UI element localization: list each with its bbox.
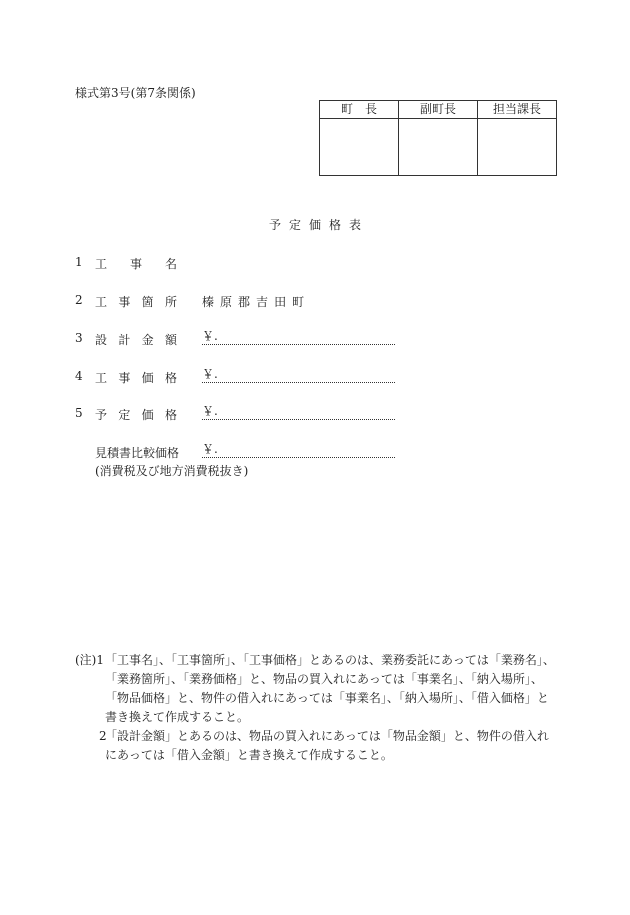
title-char: 定 <box>288 218 301 232</box>
value-char: 吉 <box>256 295 269 309</box>
note-text: 「工事名」、「工事箇所」、「工事価格」とあるのは、業務委託にあっては「業務名」、「業務箇所」、「業務価格」と、物品の買入れにあっては「事業名」、「納入場所」、「物品価格」と、物件の借入れにあっては「事業名」、「納入場所」、「借入価格」と書き換えて作成すること。 <box>105 653 555 724</box>
approval-stamp-cell-mayor[interactable] <box>320 119 399 176</box>
approval-header-deputy-mayor: 副町長 <box>399 101 478 119</box>
row-label-planned-price <box>95 406 177 423</box>
label-char: 予 <box>95 408 108 422</box>
design-amount-field[interactable]: ￥. <box>202 328 395 345</box>
title-char: 表 <box>349 218 362 232</box>
value-char: 原 <box>220 295 233 309</box>
label-char: 格 <box>164 408 177 422</box>
notes-section <box>75 651 560 765</box>
approval-stamp-table <box>319 100 557 176</box>
label-char: 工 <box>95 295 108 309</box>
comparison-price-field[interactable]: ￥. <box>202 441 395 458</box>
row-number: 1 <box>75 255 83 269</box>
row-number: 4 <box>75 369 83 383</box>
label-char: 価 <box>141 371 154 385</box>
value-char: 榛 <box>202 295 215 309</box>
label-char: 工 <box>95 257 108 271</box>
label-char: 額 <box>164 333 177 347</box>
construction-price-field[interactable]: ￥. <box>202 366 395 383</box>
comparison-price-label: 見積書比較価格 <box>95 446 180 460</box>
value-char: 郡 <box>238 295 251 309</box>
row-number: 3 <box>75 331 83 345</box>
row-number: 5 <box>75 406 83 420</box>
construction-location-value <box>202 293 310 310</box>
note-number: 2 <box>99 729 107 743</box>
note-text: 「設計金額」とあるのは、物品の買入れにあっては「物品金額」と、物件の借入れにあっては「借入金額」と書き換えて作成すること。 <box>105 729 549 762</box>
title-char: 予 <box>268 218 281 232</box>
note-number: (注)1 <box>75 653 104 667</box>
row-label-construction-name <box>95 255 177 272</box>
label-char: 定 <box>118 408 131 422</box>
title-char: 価 <box>308 218 321 232</box>
form-number: 様式第3号(第7条関係) <box>75 86 196 100</box>
value-char: 田 <box>274 295 287 309</box>
label-char: 事 <box>118 371 131 385</box>
row-label-construction-location <box>95 293 177 310</box>
tax-exclusion-note: (消費税及び地方消費税抜き) <box>95 464 249 478</box>
title-char: 格 <box>329 218 342 232</box>
label-char: 名 <box>164 257 177 271</box>
planned-price-field[interactable]: ￥. <box>202 403 395 420</box>
label-char: 所 <box>164 295 177 309</box>
row-label-construction-price <box>95 369 177 386</box>
label-char: 事 <box>118 295 131 309</box>
label-char: 箇 <box>141 295 154 309</box>
approval-stamp-cell-deputy-mayor[interactable] <box>399 119 478 176</box>
value-char: 町 <box>292 295 305 309</box>
label-char: 計 <box>118 333 131 347</box>
label-char: 金 <box>141 333 154 347</box>
row-number: 2 <box>75 293 83 307</box>
approval-stamp-cell-section-chief[interactable] <box>478 119 557 176</box>
approval-header-section-chief: 担当課長 <box>478 101 557 119</box>
label-char: 価 <box>141 408 154 422</box>
label-char: 設 <box>95 333 108 347</box>
row-label-design-amount <box>95 331 177 348</box>
label-char: 事 <box>129 257 142 271</box>
note-item <box>75 651 560 727</box>
label-char: 工 <box>95 371 108 385</box>
note-item <box>75 727 560 765</box>
approval-header-mayor: 町 長 <box>320 101 399 119</box>
label-char: 格 <box>164 371 177 385</box>
document-title <box>0 216 630 233</box>
